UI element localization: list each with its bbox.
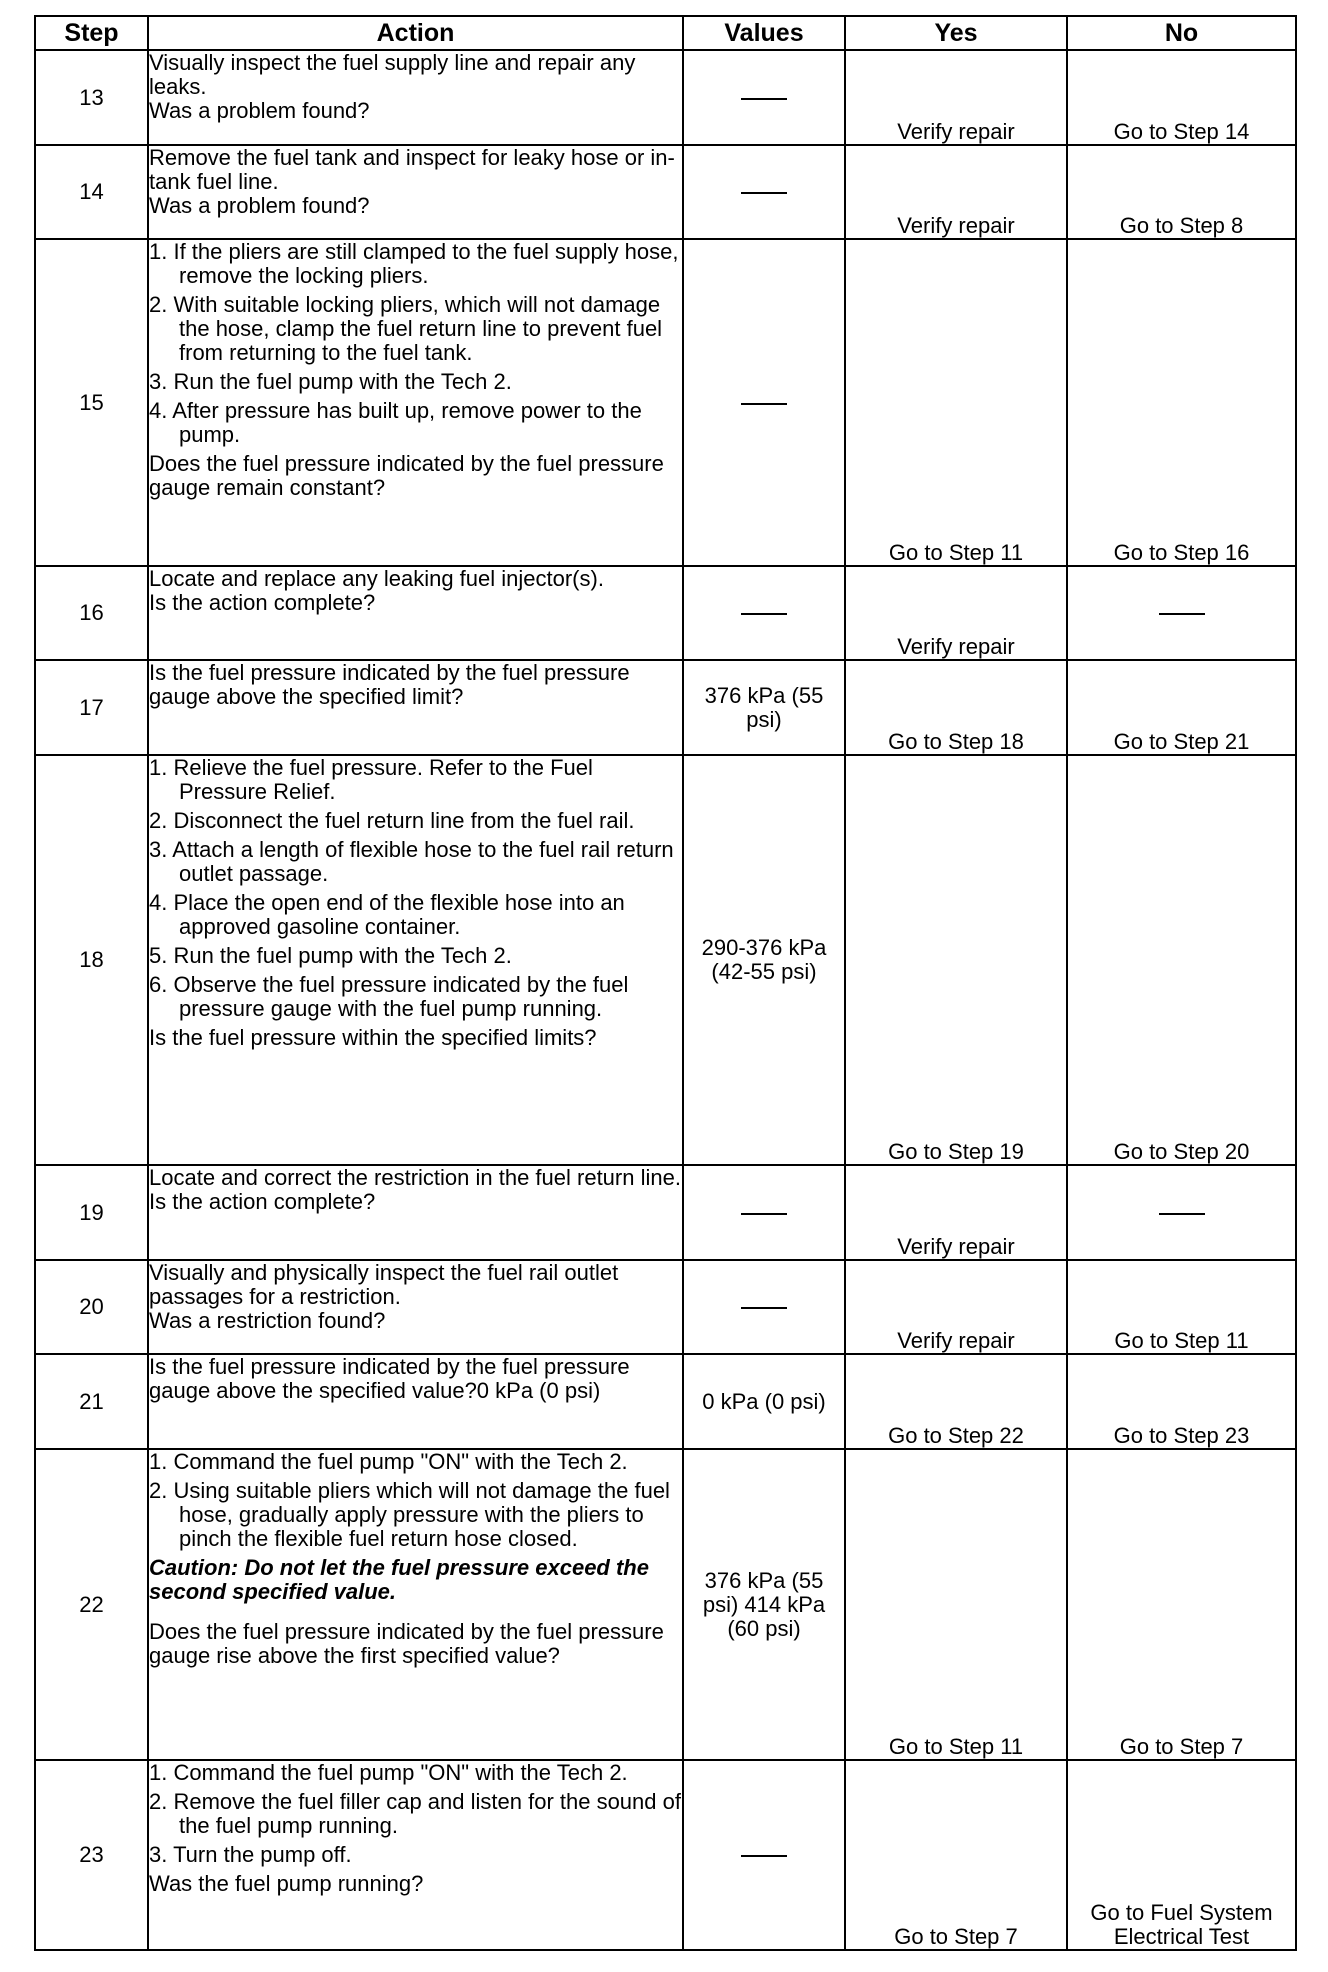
action-item: 1. Relieve the fuel pressure. Refer to the Fuel Pressure Relief. bbox=[149, 755, 593, 804]
action-question: Is the fuel pressure indicated by the fuel pressure gauge above the specified limit? bbox=[149, 660, 630, 709]
action-cell bbox=[148, 145, 683, 239]
values-cell bbox=[683, 1760, 845, 1950]
no-result: Go to Fuel System Electrical Test bbox=[1067, 1760, 1296, 1950]
spec-value: 290-376 kPa (42-55 psi) bbox=[683, 755, 845, 1165]
step-number: 20 bbox=[35, 1260, 148, 1354]
step-number: 22 bbox=[35, 1449, 148, 1760]
action-text: Visually inspect the fuel supply line and repair any leaks. bbox=[149, 50, 636, 99]
caution-note: Caution: Do not let the fuel pressure exceed the second specified value. bbox=[149, 1555, 649, 1604]
not-applicable-dash bbox=[741, 1307, 787, 1309]
no-result: Go to Step 8 bbox=[1067, 145, 1296, 239]
action-cell bbox=[148, 239, 683, 566]
action-item: 6. Observe the fuel pressure indicated by the fuel pressure gauge with the fuel pump running. bbox=[149, 972, 629, 1021]
action-cell bbox=[148, 1449, 683, 1760]
header-action: Action bbox=[148, 16, 683, 50]
table-row bbox=[35, 1354, 1296, 1449]
action-question: Is the action complete? bbox=[149, 590, 376, 615]
no-result: Go to Step 7 bbox=[1067, 1449, 1296, 1760]
action-item: 4. Place the open end of the flexible hose into an approved gasoline container. bbox=[149, 890, 625, 939]
table-row bbox=[35, 660, 1296, 755]
action-cell bbox=[148, 660, 683, 755]
not-applicable-dash bbox=[741, 1213, 787, 1215]
action-item: 1. If the pliers are still clamped to the fuel supply hose, remove the locking pliers. bbox=[149, 239, 679, 288]
action-item: 3. Turn the pump off. bbox=[149, 1842, 352, 1867]
no-result: Go to Step 11 bbox=[1067, 1260, 1296, 1354]
header-no: No bbox=[1067, 16, 1296, 50]
action-item: 2. Disconnect the fuel return line from the fuel rail. bbox=[149, 808, 635, 833]
action-text: Locate and replace any leaking fuel injector(s). bbox=[149, 566, 604, 591]
diagnostic-table bbox=[34, 15, 1297, 1951]
action-text: Remove the fuel tank and inspect for leaky hose or in-tank fuel line. bbox=[149, 145, 675, 194]
action-question: Was the fuel pump running? bbox=[149, 1871, 424, 1896]
action-question: Does the fuel pressure indicated by the fuel pressure gauge remain constant? bbox=[149, 451, 664, 500]
action-cell bbox=[148, 1165, 683, 1260]
not-applicable-dash bbox=[1159, 1213, 1205, 1215]
yes-result: Go to Step 7 bbox=[845, 1760, 1067, 1950]
action-question: Is the fuel pressure within the specified limits? bbox=[149, 1025, 597, 1050]
yes-result: Verify repair bbox=[845, 1260, 1067, 1354]
not-applicable-dash bbox=[741, 403, 787, 405]
yes-result: Go to Step 18 bbox=[845, 660, 1067, 755]
table-row bbox=[35, 1760, 1296, 1950]
yes-result: Verify repair bbox=[845, 566, 1067, 660]
no-result bbox=[1067, 566, 1296, 660]
action-question: Is the fuel pressure indicated by the fuel pressure gauge above the specified value?0 kPa (0 psi) bbox=[149, 1354, 630, 1403]
table-row bbox=[35, 239, 1296, 566]
action-item: 3. Attach a length of flexible hose to the fuel rail return outlet passage. bbox=[149, 837, 674, 886]
action-item: 3. Run the fuel pump with the Tech 2. bbox=[149, 369, 512, 394]
no-result: Go to Step 16 bbox=[1067, 239, 1296, 566]
action-text: Visually and physically inspect the fuel rail outlet passages for a restriction. bbox=[149, 1260, 619, 1309]
table-row bbox=[35, 755, 1296, 1165]
step-number: 15 bbox=[35, 239, 148, 566]
step-number: 17 bbox=[35, 660, 148, 755]
yes-result: Go to Step 19 bbox=[845, 755, 1067, 1165]
step-number: 19 bbox=[35, 1165, 148, 1260]
spec-value: 376 kPa (55 psi) 414 kPa (60 psi) bbox=[683, 1449, 845, 1760]
header-step: Step bbox=[35, 16, 148, 50]
table-row bbox=[35, 1165, 1296, 1260]
values-cell bbox=[683, 145, 845, 239]
spec-value: 0 kPa (0 psi) bbox=[683, 1354, 845, 1449]
values-cell bbox=[683, 50, 845, 145]
not-applicable-dash bbox=[741, 192, 787, 194]
action-item: 5. Run the fuel pump with the Tech 2. bbox=[149, 943, 512, 968]
values-cell bbox=[683, 239, 845, 566]
step-number: 23 bbox=[35, 1760, 148, 1950]
not-applicable-dash bbox=[741, 98, 787, 100]
no-result bbox=[1067, 1165, 1296, 1260]
action-question: Was a problem found? bbox=[149, 193, 370, 218]
action-item: 4. After pressure has built up, remove power to the pump. bbox=[149, 398, 642, 447]
values-cell bbox=[683, 1165, 845, 1260]
no-result: Go to Step 14 bbox=[1067, 50, 1296, 145]
yes-result: Go to Step 11 bbox=[845, 239, 1067, 566]
yes-result: Verify repair bbox=[845, 145, 1067, 239]
table-row bbox=[35, 50, 1296, 145]
header-row bbox=[35, 16, 1296, 50]
table-row bbox=[35, 1260, 1296, 1354]
action-item: 2. Using suitable pliers which will not damage the fuel hose, gradually apply pressure with the pliers to pinch the flexible fuel return hose closed. bbox=[149, 1478, 670, 1551]
not-applicable-dash bbox=[741, 1855, 787, 1857]
action-cell bbox=[148, 1260, 683, 1354]
yes-result: Verify repair bbox=[845, 50, 1067, 145]
no-result: Go to Step 20 bbox=[1067, 755, 1296, 1165]
spec-value: 376 kPa (55 psi) bbox=[683, 660, 845, 755]
action-question: Is the action complete? bbox=[149, 1189, 376, 1214]
action-item: 1. Command the fuel pump "ON" with the Tech 2. bbox=[149, 1449, 628, 1474]
action-cell bbox=[148, 1354, 683, 1449]
yes-result: Go to Step 11 bbox=[845, 1449, 1067, 1760]
step-number: 18 bbox=[35, 755, 148, 1165]
action-question: Was a restriction found? bbox=[149, 1308, 386, 1333]
action-question: Does the fuel pressure indicated by the fuel pressure gauge rise above the first specified value? bbox=[149, 1619, 664, 1668]
header-yes: Yes bbox=[845, 16, 1067, 50]
action-item: 2. With suitable locking pliers, which will not damage the hose, clamp the fuel return line to prevent fuel from returning to the fuel tank. bbox=[149, 292, 663, 365]
values-cell bbox=[683, 1260, 845, 1354]
step-number: 14 bbox=[35, 145, 148, 239]
action-cell bbox=[148, 50, 683, 145]
action-cell bbox=[148, 566, 683, 660]
action-text: Locate and correct the restriction in the fuel return line. bbox=[149, 1165, 681, 1190]
table-row bbox=[35, 1449, 1296, 1760]
values-cell bbox=[683, 566, 845, 660]
action-question: Was a problem found? bbox=[149, 98, 370, 123]
action-cell bbox=[148, 1760, 683, 1950]
no-result: Go to Step 21 bbox=[1067, 660, 1296, 755]
action-cell bbox=[148, 755, 683, 1165]
table-row bbox=[35, 145, 1296, 239]
not-applicable-dash bbox=[1159, 613, 1205, 615]
yes-result: Go to Step 22 bbox=[845, 1354, 1067, 1449]
step-number: 13 bbox=[35, 50, 148, 145]
header-values: Values bbox=[683, 16, 845, 50]
no-result: Go to Step 23 bbox=[1067, 1354, 1296, 1449]
step-number: 21 bbox=[35, 1354, 148, 1449]
action-item: 1. Command the fuel pump "ON" with the Tech 2. bbox=[149, 1760, 628, 1785]
yes-result: Verify repair bbox=[845, 1165, 1067, 1260]
table-row bbox=[35, 566, 1296, 660]
action-item: 2. Remove the fuel filler cap and listen for the sound of the fuel pump running. bbox=[149, 1789, 681, 1838]
step-number: 16 bbox=[35, 566, 148, 660]
not-applicable-dash bbox=[741, 613, 787, 615]
